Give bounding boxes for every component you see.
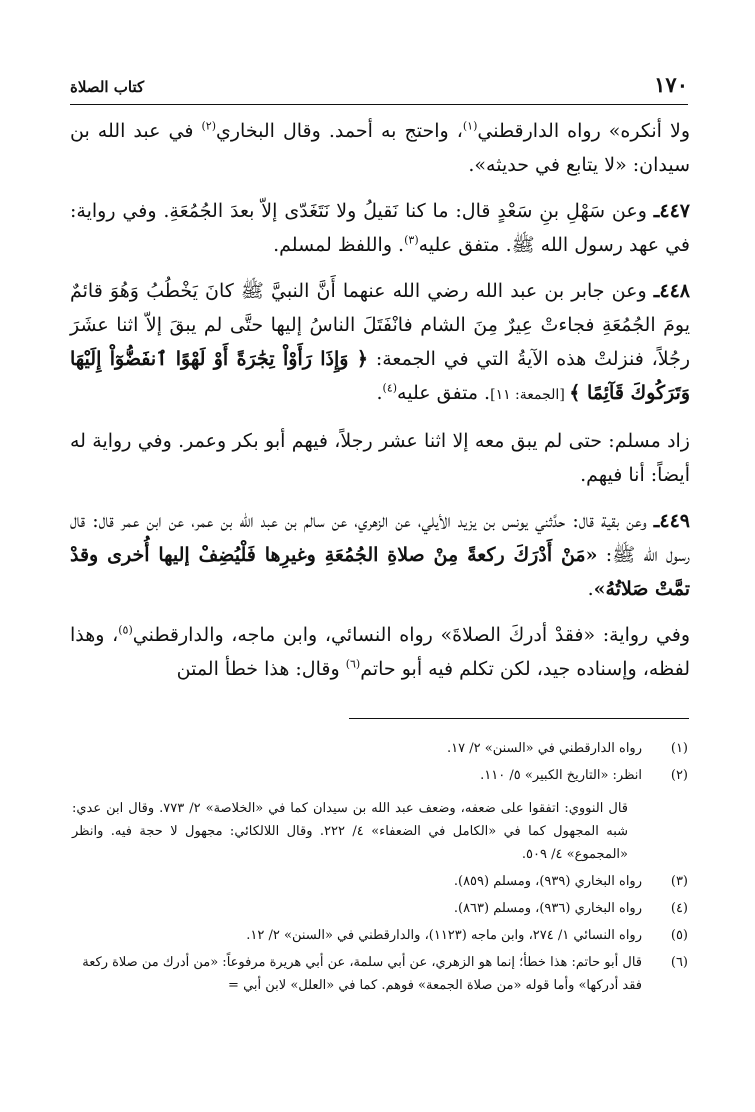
- footnotes: [70, 733, 690, 997]
- text-run: .: [587, 578, 594, 600]
- text-run: .: [376, 382, 383, 404]
- footnote-text: رواه البخاري (٩٣٩)، ومسلم (٨٥٩).: [453, 874, 642, 889]
- footnote-number: (١): [670, 741, 688, 756]
- footnote-ref[interactable]: (١): [462, 119, 478, 133]
- footnote-ref[interactable]: (٤): [382, 381, 398, 395]
- quran-verse: ﴿ وَإِذَا رَأَوْاْ تِجَٰرَةً أَوْ لَهْوًا ٱنفَضُّوٓاْ إِلَيْهَا وَتَرَكُوكَ قَآئِمًا ﴾: [70, 348, 690, 404]
- page-header: [70, 70, 688, 102]
- footnote-number: (٦): [670, 955, 688, 970]
- footnote-ref[interactable]: (٦): [345, 657, 361, 671]
- footnote-text: رواه النسائي ١/ ٢٧٤، وابن ماجه (١١٢٣)، والدارقطني في «السنن» ٢/ ١٢.: [246, 928, 642, 943]
- hadith-number: ٤٤٩ـ: [653, 510, 690, 532]
- footnote-text: انظر: «التاريخ الكبير» ٥/ ١١٠.: [480, 768, 642, 783]
- text-run: وعن سَهْلِ بنِ سَعْدٍ قال: ما كنا نَقيلُ ولا نَتَغَدّى إلاّ بعدَ الجُمُعَةِ. وفي رواية: في عهد رسول الله ﷺ. متفق عليه: [70, 200, 690, 256]
- footnote-number: (٢): [670, 768, 688, 783]
- footnote-6: [70, 951, 690, 997]
- footnote-text: رواه البخاري (٩٣٦)، ومسلم (٨٦٣).: [453, 901, 642, 916]
- text-run: في عبد الله بن سيدان: «لا يتابع في حديثه».: [70, 120, 690, 176]
- footnote-2: [70, 764, 690, 787]
- muslim-addition: زاد مسلم: حتى لم يبق معه إلا اثنا عشر رجلاً، فيهم أبو بكر وعمر. وفي رواية له أيضاً: أنا فيهم.: [70, 430, 690, 486]
- footnote-2-note: قال النووي: اتفقوا على ضعفه، وضعف عبد الله بن سيدان كما في «الخلاصة» ٢/ ٧٧٣. وقال ابن عدي: شبه المجهول كما في «الكامل في الضعفاء» ٤/ ٢٢٢. وقال اللالكائي: مجهول لا حجة فيه. وانظر «المجموع» ٤/ ٥٠٩.: [72, 801, 629, 862]
- hadith-449: [70, 504, 690, 606]
- hadith-number: ٤٤٨ـ: [653, 280, 690, 302]
- text-run: وعن بقية قال: حدَّثني يونس بن يزيد الأيلي، عن الزهري، عن سالم بن عبد الله بن عمر، عن ابن عمر قال: قال رسول الله ﷺ:: [70, 510, 690, 566]
- paragraph-continuation: [70, 114, 690, 182]
- header-divider: [70, 104, 688, 105]
- hadith-448: [70, 274, 690, 412]
- paragraph-riwaya: [70, 618, 690, 686]
- footnote-number: (٥): [670, 928, 688, 943]
- text-run: ، وهذا لفظه، وإسناده جيد، لكن تكلم فيه أبو حاتم: [70, 624, 690, 680]
- verse-reference: [الجمعة: ١١]: [490, 387, 570, 403]
- text-run: وقال: هذا خطأ المتن: [176, 658, 346, 680]
- text-run: . واللفظ لمسلم.: [273, 234, 405, 256]
- footnote-number: (٣): [670, 874, 688, 889]
- text-run: ، واحتج به أحمد. وقال البخاري: [216, 120, 463, 142]
- footnote-text: رواه الدارقطني في «السنن» ٢/ ١٧.: [447, 741, 642, 756]
- book-title: كتاب الصلاة: [70, 78, 145, 96]
- footnote-5: [70, 924, 690, 947]
- hadith-447: [70, 194, 690, 262]
- main-text: [70, 114, 690, 686]
- text-run: وعن جابر بن عبد الله رضي الله عنهما أَنَّ النبيَّ ﷺ كانَ يَخْطُبُ وَهُوَ قائمٌ يومَ الجُمُعَةِ فجاءتْ عِيرٌ مِنَ الشام فانْفَتَلَ الناسُ إليها حتَّى لم يبقَ إلاّ اثنا عشَرَ رجُلاً، فنزلتْ هذه الآيةُ التي في الجمعة:: [70, 280, 690, 370]
- footnote-number: (٤): [670, 901, 688, 916]
- prophetic-quote: «مَنْ أَدْرَكَ ركعةً مِنْ صلاةِ الجُمُعَةِ وغيرِها فَلْيُضِفْ إليها أُخرى وقدْ تمَّتْ صَلاتُهُ»: [70, 544, 690, 600]
- footnote-3: [70, 870, 690, 893]
- text-run: ولا أنكره» رواه الدارقطني: [477, 120, 690, 142]
- footnote-4: [70, 897, 690, 920]
- hadith-number: ٤٤٧ـ: [653, 200, 690, 222]
- footnote-ref[interactable]: (٢): [201, 119, 216, 133]
- footnote-text: قال أبو حاتم: هذا خطأ؛ إنما هو الزهري، عن أبي سلمة، عن أبي هريرة مرفوعاً: «من أدرك من صلاة ركعة فقد أدركها» وأما قوله «من صلاة الجمعة» فوهم. كما في «العلل» لابن أبي =: [82, 955, 642, 993]
- footnote-ref[interactable]: (٥): [118, 623, 133, 637]
- footnote-1: [70, 737, 690, 760]
- footnote-ref[interactable]: (٣): [404, 233, 419, 247]
- text-run: . متفق عليه: [397, 382, 491, 404]
- footnote-divider: [349, 718, 689, 719]
- text-run: وفي رواية: «فقدْ أدركَ الصلاةَ» رواه النسائي، وابن ماجه، والدارقطني: [132, 624, 691, 646]
- page-number: ١٧٠: [654, 72, 688, 97]
